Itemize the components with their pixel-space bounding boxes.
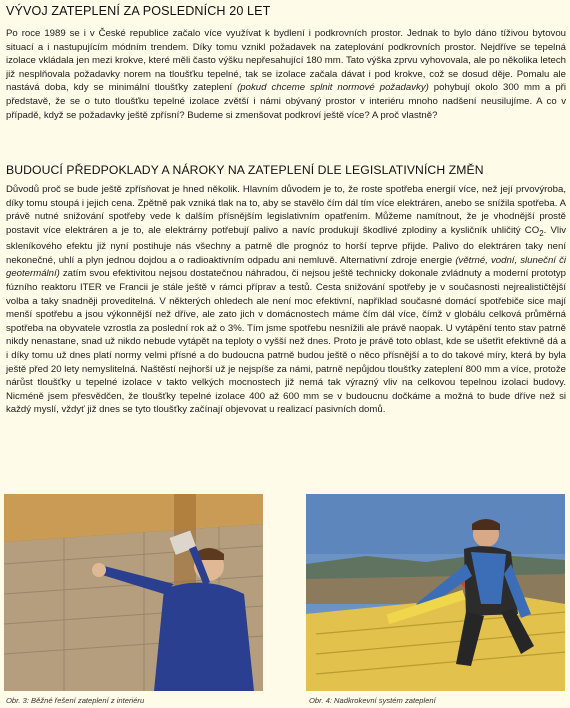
- text-run: pohybují okolo 300 mm a při představě, že se o tuto tloušťku tepelné izolace zvětší i námi obývaný prostor v interiéru mnoho nadšení neusilujíme. A co v případě, když se požadavky ještě zpřísní? Budeme si zmenšovat podkroví ještě více? A proč vlastně?: [6, 82, 566, 121]
- figure-caption-4: Obr. 4: Nadkrokevní systém zateplení: [309, 696, 436, 705]
- italic-run: (pokud chceme splnit normové požadavky): [237, 82, 429, 94]
- subscript-run: 2: [539, 228, 544, 238]
- text-run: zatím svou efektivitou nejsou dostatečnou náhradou, či nejsou ještě technicky dokonale zvládnuty a moderní prototyp fúzního reaktoru ITER ve Francii je stále ještě v rámci příprav a testů. Cesta snižování spotřeby je v současnosti nejrealističtější volba a taky snadněji proveditelná. V některých ohledech ale není moc efektivní, například současné domácí spotřebiče sice mají menší spotřebu a jsou výkonnější než dříve, ale zato jich v domácnostech máme čím dál více, čímž v globálu celková průměrná spotřeba na obyvatele vzrostla za poslední rok až o 3%. Tím jsme spotřebu nesnížili ale právě naopak. U vytápění tento stav patrně nikdy nenastane, snad už nikdo nebude vytápět na teploty o vyšší než dnes. Proto je právě toto oblast, kde se ušetřit efektivně dá a i díky tomu už dnes platí normy velmi přísné a do budoucna patrně budou ještě o něco přísnější a to do takové míry, která by byla ještě před 20 lety nemyslitelná. Naštěstí nejhorší už je nejspíše za námi, patrně nepůjdou tloušťky zateplení 800 mm a více, protože nárůst tloušťky u tepelné izolace v takto velkých mocnostech již nemá tak výrazný vliv na celkovou tepelnou izolaci budovy. Nicméně jsem přesvědčen, že tloušťky tepelné izolace 400 až 600 mm se v budoucnu dočkáme a možná to bude dříve než si každý myslí, vždyť již dnes se tyto tloušťky začínají objevovat u realizací pasivních domů.: [6, 268, 566, 416]
- section-heading-budouci: BUDOUCÍ PŘEDPOKLADY A NÁROKY NA ZATEPLENÍ DLE LEGISLATIVNÍCH ZMĚN: [6, 163, 484, 177]
- photo-rafter-top-insulation: [306, 494, 565, 691]
- text-run: Důvodů proč se bude ještě zpřísňovat je hned několik. Hlavním důvodem je to, že roste spotřeba energií více, než její prvovýroba, díky tomu stoupá i jejich cena. Zpětně pak vzniká tlak na to, aby se stavělo čím dál tím více elektráren, anebo se snížila spotřeba. A právě nutné snižování spotřeby vede k dalším přísnějším legislativním opatřením. Můžeme namítnout, že je vhodnější prostě postavit více elektráren a je to, ale elektrárny potřebují palivo a navíc produkují škodlivé zplodiny a kysličník uhličitý CO: [6, 184, 566, 236]
- paragraph-vyvoj: [6, 27, 566, 122]
- paragraph-budouci: [6, 183, 566, 417]
- figure-caption-3: Obr. 3: Běžné řešení zateplení z interiéru: [6, 696, 145, 705]
- text-run: Po roce 1989 se i v České republice začalo více využívat k bydlení i podkrovních prostor. Jednak to bylo dáno tíživou bytovou situací a i nastupujícím módním trendem. Díky tomu vznikl požadavek na zateplování podkrovních prostor. Nejdříve se tepelná izolace vkládala jen mezi krokve, které měli často výšku nepřesahující 180 mm. Tato výška zprvu vyhovovala, ale po několika letech již nesplňovala požadavky norem na tloušťku tepelné, tak se izolace začala dávat i pod krokve, což se dosud děje. Pomalu ale nastává doba, kdy se minimální tloušťky zateplení: [6, 28, 566, 94]
- section-heading-vyvoj: VÝVOJ ZATEPLENÍ ZA POSLEDNÍCH 20 LET: [6, 4, 271, 18]
- text-run: . Vliv skleníkového efektu již nyní postihuje nás všechny a patrně dle prognóz to horší teprve přijde. Palivo do elektráren taky není nekonečné, uhlí a plyn jednou dojdou a o radioaktivním odpadu ani nemluvě. Alternativní zdroje energie: [6, 224, 566, 266]
- photo-interior-insulation: [4, 494, 263, 691]
- italic-run: (větrné, vodní, sluneční či geotermální): [6, 254, 566, 280]
